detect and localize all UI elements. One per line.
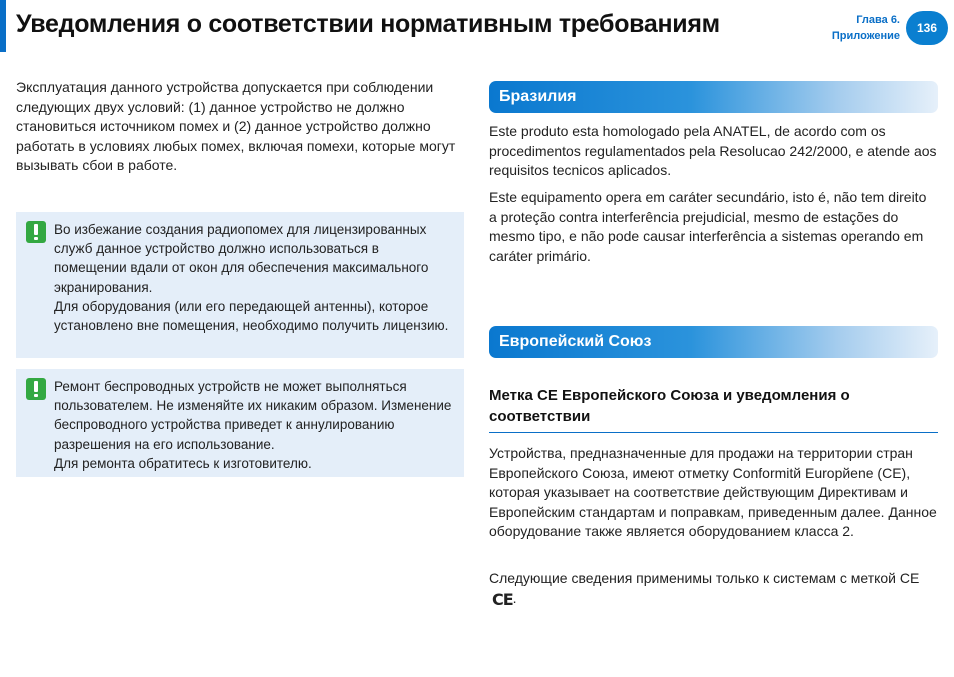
note-box-repair (16, 369, 464, 477)
eu-paragraph-1: Устройства, предназначенные для продажи на территории стран Европейского Союза, имеют отметку Conformitй Europйene (CE), которая указывает на соответствие действующим Директивам и Европейским стандартам и поправкам, приведенным далее. Данное оборудование также является оборудованием класса 2. (489, 445, 937, 539)
intro-paragraph: Эксплуатация данного устройства допускается при соблюдении следующих двух условий: (1) данное устройство не должно становиться источником помех и (2) данное устройство должно работать в условиях любых помех, включая помехи, которые могут вызывать сбои в работе. (16, 79, 456, 173)
period: . (512, 589, 517, 606)
warning-icon (26, 221, 46, 243)
left-column (16, 78, 464, 176)
chapter-info (832, 12, 900, 44)
page-title: Уведомления о соответствии нормативным требованиям (16, 10, 720, 38)
section-heading-eu: Европейский Союз (489, 326, 938, 358)
note-text: Ремонт беспроводных устройств не может выполняться пользователем. Не изменяйте их никаким образом. Изменение беспроводного устройства приведет к аннулированию разрешения на его использование. (54, 379, 452, 452)
brazil-paragraph-2: Este equipamento opera em caráter secundário, isto é, não tem direito a proteção contra interferência prejudicial, mesmo de estações do mesmo tipo, e não pode causar interferência a sistemas operando em caráter primário. (489, 189, 927, 264)
page-number-badge: 136 (906, 11, 948, 45)
section-label: Приложение (831, 30, 900, 42)
note-text: Для оборудования (или его передающей антенны), которое установлено вне помещения, необходимо получить лицензию. (54, 298, 449, 334)
chapter-label: Глава 6. (856, 14, 900, 26)
ce-mark-subheading: Метка CE Европейского Союза и уведомления о соответствии (489, 386, 938, 433)
brazil-paragraph-1: Este produto esta homologado pela ANATEL, de acordo com os procedimentos regulamentados pela Resolucao 242/2000, e atende aos requisitos tecnicos aplicados. (489, 123, 937, 178)
header-accent-bar (0, 0, 6, 52)
section-heading-brazil: Бразилия (489, 81, 938, 113)
note-box-interference (16, 212, 464, 358)
note-text: Для ремонта обратитесь к изготовителю. (54, 455, 312, 471)
note-text: Во избежание создания радиопомех для лицензированных служб данное устройство должно использоваться в помещении вдали от окон для обеспечения максимального экранирования. (54, 222, 429, 295)
ce-mark-icon: CE (492, 589, 513, 609)
eu-paragraph-2-text: Следующие сведения применимы только к системам с меткой CE (489, 570, 920, 586)
eu-paragraph-2 (489, 569, 938, 609)
warning-icon (26, 378, 46, 400)
